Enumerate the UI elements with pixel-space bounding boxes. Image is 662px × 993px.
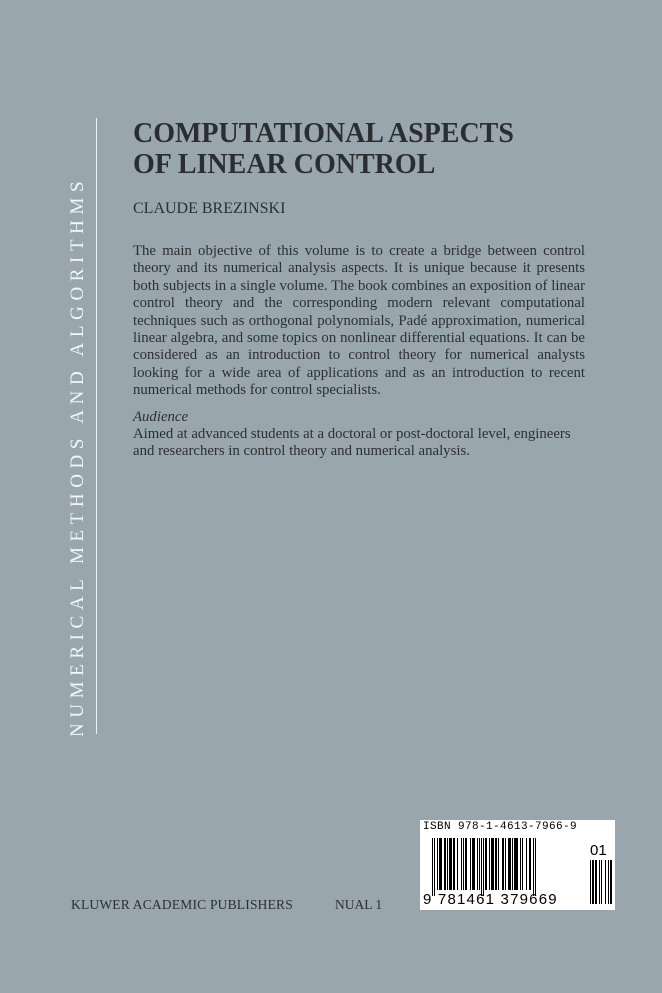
isbn-label: ISBN 978-1-4613-7966-9 bbox=[423, 821, 578, 833]
barcode-digits: 9 781461 379669 bbox=[423, 891, 558, 908]
series-code: NUAL 1 bbox=[335, 897, 383, 912]
description-text: The main objective of this volume is to create a bridge between control theory and its numerical analysis aspects. It is unique because it presents both subjects in a single volume. The book combines an exposition of linear control theory and the corresponding modern relevant computational techniques such as orthogonal polynomials, Padé approximation, numerical linear algebra, and some topics on nonlinear differential equations. It can be considered as an introduction to control theory for numerical analysts looking for a wide area of applications and as an introduction to recent numerical methods for control specialists. bbox=[133, 243, 585, 399]
series-title: NUMERICAL METHODS AND ALGORITHMS bbox=[67, 175, 88, 737]
barcode bbox=[420, 820, 615, 910]
series-divider bbox=[96, 118, 97, 734]
book-title bbox=[133, 118, 514, 180]
audience-heading: Audience bbox=[133, 409, 189, 425]
author-name: CLAUDE BREZINSKI bbox=[133, 200, 286, 217]
description bbox=[133, 243, 585, 400]
book-title-line-1: COMPUTATIONAL ASPECTS bbox=[133, 118, 514, 149]
barcode-addon-digits: 01 bbox=[590, 842, 607, 859]
book-title-line-2: OF LINEAR CONTROL bbox=[133, 149, 436, 180]
publisher-name: KLUWER ACADEMIC PUBLISHERS bbox=[71, 897, 293, 912]
audience-text: Aimed at advanced students at a doctoral or post-doctoral level, engineers and researchers in control theory and numerical analysis. bbox=[133, 426, 571, 460]
